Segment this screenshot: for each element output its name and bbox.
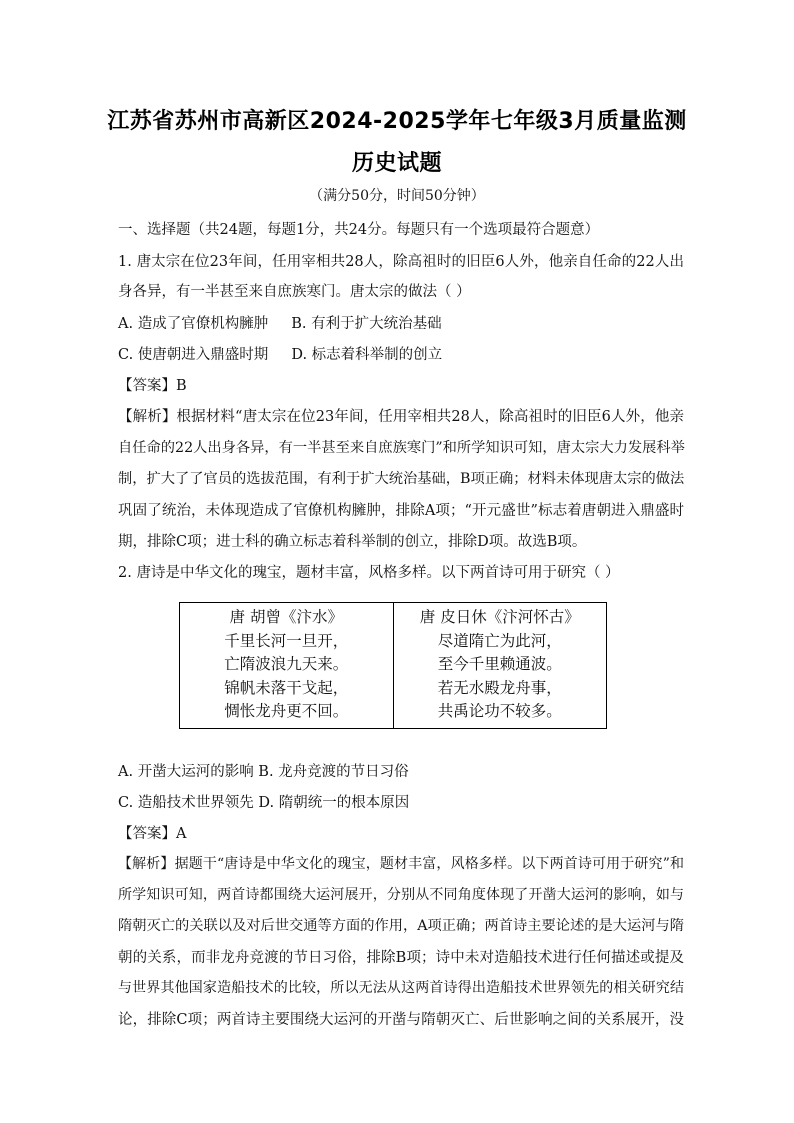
- exam-info: （满分50分，时间50分钟）: [309, 188, 485, 204]
- q2-analysis-line-3: 隋朝灭亡的关联以及对后世交通等方面的作用，A项正确；两首诗主要论述的是大运河与隋: [118, 918, 685, 934]
- poem-left-title: 唐 胡曾《汴水》: [229, 608, 343, 626]
- title-line-2: 历史试题: [351, 151, 442, 176]
- poem-left-line-1: 千里长河一旦开，: [224, 631, 349, 650]
- poem-right-line-4: 共禹论功不较多。: [437, 702, 562, 720]
- q2-analysis-line-6: 论，排除C项；两首诗主要围绕大运河的开凿与隋朝灭亡、后世影响之间的关系展开，没: [118, 1012, 684, 1028]
- q2-analysis-line-5: 与世界其他国家造船技术的比较，所以无法从这两首诗得出造船技术世界领先的相关研究结: [118, 980, 684, 996]
- poem-left: [180, 603, 394, 728]
- poem-right-line-2: 至今千里赖通波。: [437, 655, 562, 673]
- poem-right: [394, 603, 607, 728]
- q2-options-line-2: C. 造船技术世界领先 D. 隋朝统一的根本原因: [118, 795, 410, 811]
- poem-left-line-4: 惆怅龙舟更不回。: [224, 702, 349, 720]
- q1-answer: 【答案】B: [118, 378, 187, 394]
- q2-answer: 【答案】A: [118, 826, 187, 842]
- q1-stem-line-2: 身各异，有一半甚至来自庶族寒门。唐太宗的做法（ ）: [118, 284, 471, 300]
- q2-analysis-line-2: 所学知识可知，两首诗都围绕大运河展开，分别从不同角度体现了开凿大运河的影响，如与: [118, 887, 684, 903]
- section-heading: 一、选择题（共24题，每题1分，共24分。每题只有一个选项最符合题意）: [118, 222, 600, 238]
- q1-analysis-line-3: 制，扩大了了官员的选拔范围，有利于扩大统治基础，B项正确；材料未体现唐太宗的做法: [118, 471, 685, 487]
- poem-left-line-3: 锦帆未落干戈起，: [224, 678, 349, 697]
- q1-analysis-line-2: 自任命的22人出身各异，有一半甚至来自庶族寒门”和所学知识可知，唐太宗大力发展科举: [118, 440, 685, 456]
- q1-options-line-2: C. 使唐朝进入鼎盛时期 D. 标志着科举制的创立: [118, 347, 443, 363]
- q1-analysis-line-5: 期，排除C项；进士科的确立标志着科举制的创立，排除D项。故选B项。: [118, 534, 587, 550]
- poem-right-title: 唐 皮日休《汴河怀古》: [419, 608, 580, 626]
- q1-stem-line-1: 1. 唐太宗在位23年间，任用宰相共28人，除高祖时的旧臣6人外，他亲自任命的22人出: [118, 254, 684, 270]
- q1-analysis-line-1: 【解析】根据材料“唐太宗在位23年间，任用宰相共28人，除高祖时的旧臣6人外，他亲: [118, 409, 684, 425]
- poem-right-line-3: 若无水殿龙舟事，: [437, 678, 562, 697]
- poem-right-line-1: 尽道隋亡为此河，: [437, 631, 562, 650]
- q2-stem: 2. 唐诗是中华文化的瑰宝，题材丰富，风格多样。以下两首诗可用于研究（ ）: [118, 565, 620, 581]
- q2-analysis-line-1: 【解析】据题干“唐诗是中华文化的瑰宝，题材丰富，风格多样。以下两首诗可用于研究”和: [118, 856, 684, 872]
- q1-analysis-line-4: 巩固了统治，未体现造成了官僚机构臃肿，排除A项；“开元盛世”标志着唐朝进入鼎盛时: [118, 503, 684, 519]
- title-line-1: 江苏省苏州市高新区2024-2025学年七年级3月质量监测: [107, 109, 687, 134]
- q1-options-line-1: A. 造成了官僚机构臃肿 B. 有利于扩大统治基础: [118, 316, 442, 332]
- poem-table: [179, 602, 607, 729]
- q2-options-line-1: A. 开凿大运河的影响 B. 龙舟竞渡的节日习俗: [118, 764, 409, 780]
- q2-analysis-line-4: 朝的关系，而非龙舟竞渡的节日习俗，排除B项；诗中未对造船技术进行任何描述或提及: [118, 950, 684, 966]
- poem-left-line-2: 亡隋波浪九天来。: [224, 655, 349, 673]
